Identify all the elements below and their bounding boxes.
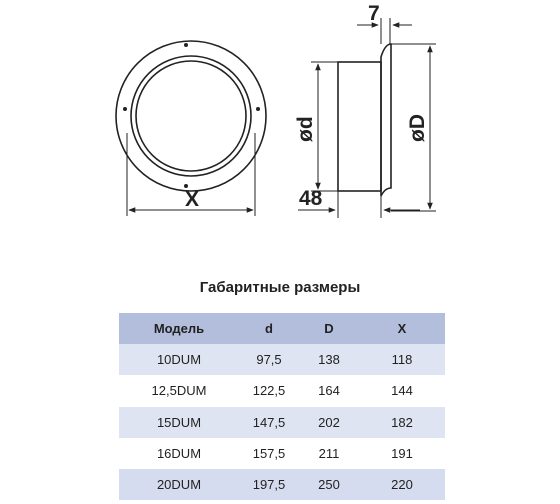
cell-d: 122,5 xyxy=(252,383,286,399)
cell-x: 191 xyxy=(391,445,413,461)
column-header-d: d xyxy=(265,321,273,337)
cell-D: 164 xyxy=(318,383,340,399)
cell-model: 20DUM xyxy=(156,477,202,493)
cell-D: 202 xyxy=(318,414,340,430)
column-header-x: X xyxy=(397,321,407,337)
cell-x: 144 xyxy=(391,383,413,399)
dimensions-table xyxy=(119,313,445,500)
outer-diameter-label: øD xyxy=(406,114,429,142)
cell-x: 220 xyxy=(391,477,413,493)
side-view xyxy=(338,44,391,196)
table-row xyxy=(119,375,445,406)
cell-model: 12,5DUM xyxy=(151,383,207,399)
cell-D: 211 xyxy=(318,445,340,461)
cell-d: 197,5 xyxy=(252,477,286,493)
cell-D: 250 xyxy=(318,477,340,493)
cell-d: 147,5 xyxy=(252,414,286,430)
cell-x: 182 xyxy=(391,414,413,430)
table-row xyxy=(119,438,445,469)
flange-inner-circle xyxy=(131,56,251,176)
mount-hole xyxy=(256,107,260,111)
table-header-row xyxy=(119,313,445,344)
table-row xyxy=(119,344,445,375)
cell-d: 97,5 xyxy=(256,352,282,368)
mount-hole xyxy=(123,107,127,111)
flange-thickness-dimension xyxy=(357,18,412,44)
flange-thickness-label: 7 xyxy=(368,2,380,25)
inner-diameter-label: ød xyxy=(294,116,317,142)
column-header-model: Модель xyxy=(153,321,205,337)
depth-label: 48 xyxy=(299,187,323,210)
flange-outer-circle xyxy=(116,41,266,191)
cell-model: 10DUM xyxy=(156,352,202,368)
column-header-D: D xyxy=(324,321,334,337)
cell-model: 15DUM xyxy=(156,414,202,430)
table-row xyxy=(119,407,445,438)
flange-profile xyxy=(381,44,391,196)
cell-d: 157,5 xyxy=(252,445,286,461)
table-row xyxy=(119,469,445,500)
cell-model: 16DUM xyxy=(156,445,202,461)
duct-inner-circle xyxy=(136,61,246,171)
duct-body xyxy=(338,62,381,191)
cell-D: 138 xyxy=(318,352,340,368)
mount-hole xyxy=(184,43,188,47)
table-title: Габаритные размеры xyxy=(199,279,361,296)
x-dimension-label: X xyxy=(185,188,200,211)
cell-x: 118 xyxy=(391,352,413,368)
front-view xyxy=(116,41,266,191)
